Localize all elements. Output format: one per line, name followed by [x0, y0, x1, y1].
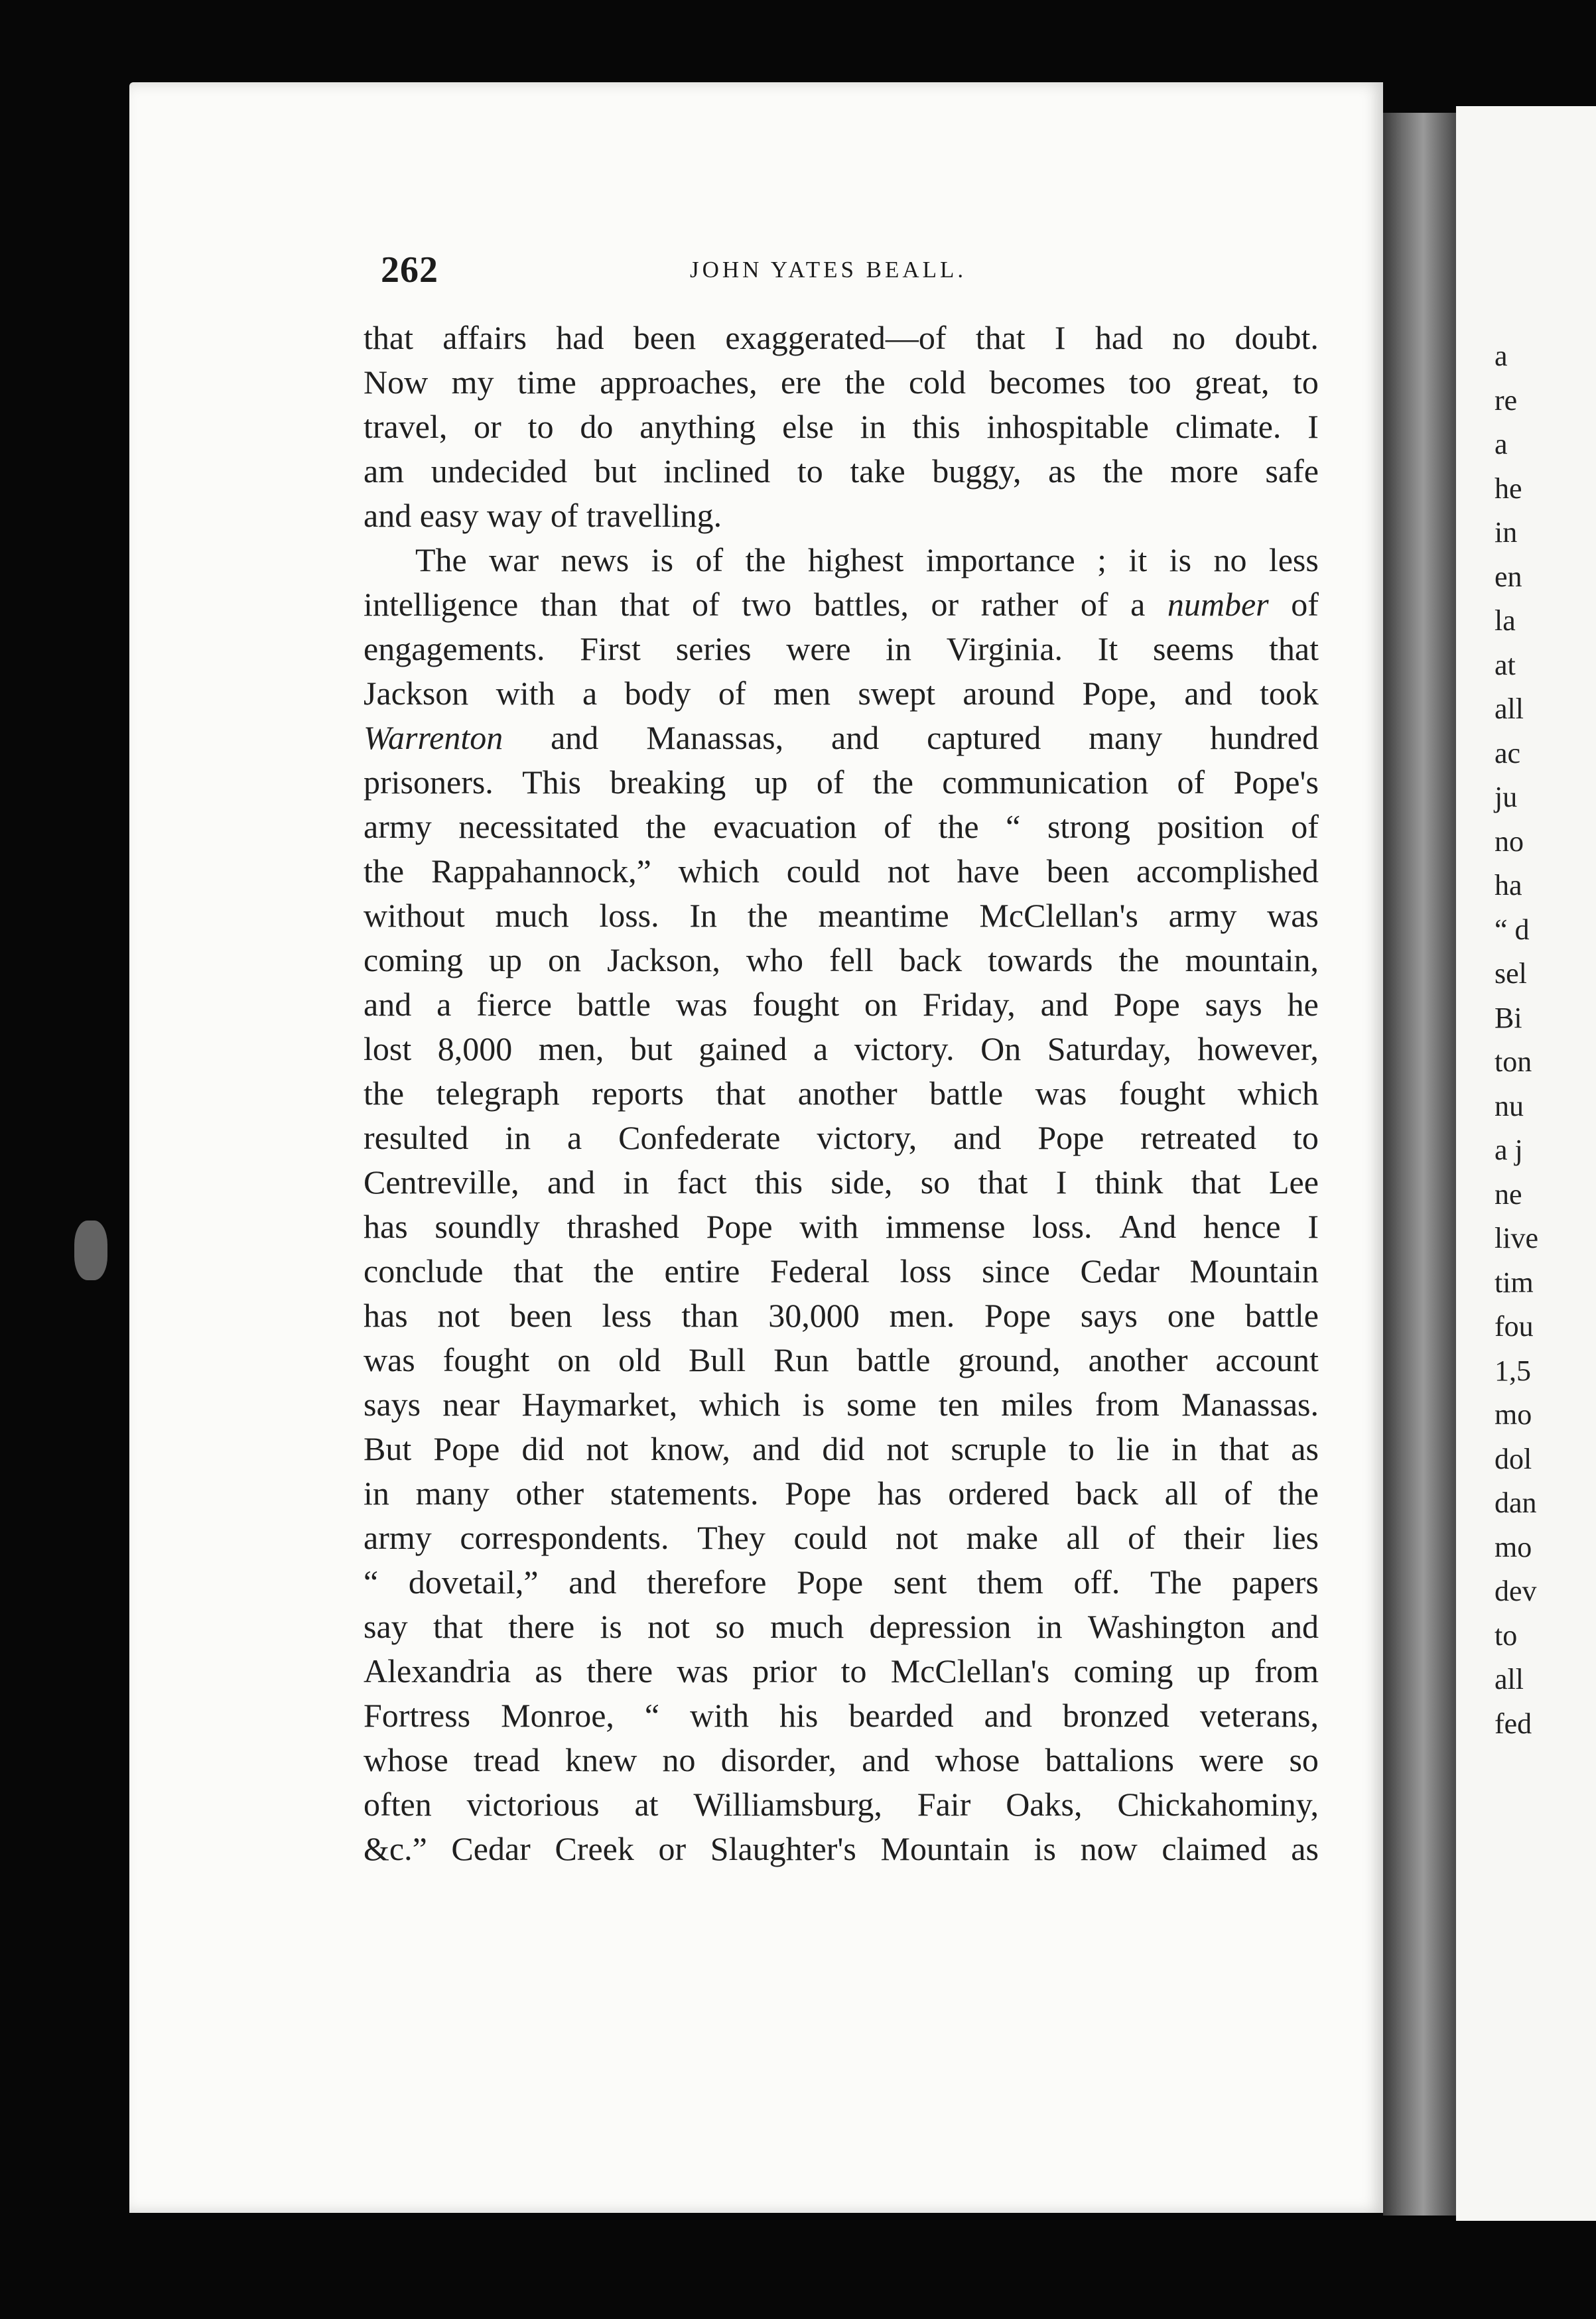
- right-page-fragment: all: [1495, 693, 1524, 725]
- right-page-fragment: mo: [1495, 1530, 1532, 1563]
- right-page-fragment: live: [1495, 1222, 1538, 1254]
- right-page-fragment: nu: [1495, 1089, 1524, 1122]
- text-line: in many other statements. Pope has ordered back all of the: [364, 1475, 1319, 1512]
- book-page-right: [1456, 106, 1596, 2221]
- right-page-fragment: ton: [1495, 1045, 1532, 1078]
- text-line: and easy way of travelling.: [364, 497, 722, 534]
- text-line: resulted in a Confederate victory, and Pope retreated to: [364, 1119, 1319, 1156]
- text-line: conclude that the entire Federal loss since Cedar Mountain: [364, 1252, 1319, 1290]
- right-page-fragment: a: [1495, 428, 1508, 460]
- right-page-fragment: a j: [1495, 1134, 1523, 1166]
- text-line: &c.” Cedar Creek or Slaughter's Mountain is now claimed as: [364, 1830, 1319, 1867]
- right-page-fragment: all: [1495, 1663, 1524, 1695]
- text-line: whose tread knew no disorder, and whose battalions were so: [364, 1741, 1319, 1778]
- text-line: Now my time approaches, ere the cold becomes too great, to: [364, 364, 1319, 401]
- right-page-fragment: mo: [1495, 1398, 1532, 1431]
- text-line: has not been less than 30,000 men. Pope says one battle: [364, 1297, 1319, 1334]
- text-line: say that there is not so much depression in Washington and: [364, 1608, 1319, 1645]
- text-line: prisoners. This breaking up of the communication of Pope's: [364, 763, 1319, 801]
- right-page-fragment: en: [1495, 560, 1522, 593]
- running-head: JOHN YATES BEALL.: [690, 257, 967, 283]
- body-text: [364, 316, 1319, 1871]
- right-page-fragment: dan: [1495, 1487, 1537, 1519]
- text-line: Centreville, and in fact this side, so that I think that Lee: [364, 1163, 1319, 1201]
- text-line: Jackson with a body of men swept around Pope, and took: [364, 675, 1319, 712]
- right-page-fragment: 1,5: [1495, 1354, 1531, 1387]
- text-line: and a fierce battle was fought on Friday, and Pope says he: [364, 986, 1319, 1023]
- text-line: has soundly thrashed Pope with immense loss. And hence I: [364, 1208, 1319, 1245]
- right-page-fragment: a: [1495, 340, 1508, 372]
- right-page-fragment: dev: [1495, 1575, 1537, 1607]
- right-page-fragment: Bi: [1495, 1001, 1522, 1034]
- right-page-fragment: tim: [1495, 1266, 1534, 1299]
- right-page-fragment: re: [1495, 383, 1518, 417]
- right-page-fragment: ju: [1495, 781, 1518, 813]
- right-page-fragment: he: [1495, 472, 1522, 505]
- right-page-fragment: sel: [1495, 957, 1527, 990]
- right-page-fragment: fed: [1495, 1707, 1532, 1740]
- right-page-fragment: in: [1495, 516, 1518, 549]
- text-line: that affairs had been exaggerated—of that I had no doubt.: [364, 319, 1319, 356]
- text-line: travel, or to do anything else in this inhospitable climate. I: [364, 408, 1319, 445]
- right-page-fragment: fou: [1495, 1310, 1534, 1343]
- text-line: the telegraph reports that another battle was fought which: [364, 1075, 1319, 1112]
- right-page-fragment: no: [1495, 825, 1524, 858]
- right-page-fragment: at: [1495, 648, 1516, 681]
- text-line: the Rappahannock,” which could not have been accomplished: [364, 852, 1319, 890]
- page-number: 262: [381, 249, 438, 291]
- text-line: was fought on old Bull Run battle ground, another account: [364, 1341, 1319, 1378]
- right-page-fragment: to: [1495, 1619, 1518, 1652]
- text-line: army correspondents. They could not make all of their lies: [364, 1519, 1319, 1556]
- text-line: The war news is of the highest importance ; it is no less: [415, 541, 1319, 578]
- text-line: But Pope did not know, and did not scruple to lie in that as: [364, 1430, 1319, 1467]
- text-line: often victorious at Williamsburg, Fair Oaks, Chickahominy,: [364, 1786, 1319, 1823]
- book-gutter: [1383, 113, 1456, 2216]
- right-page-fragment: ac: [1495, 736, 1521, 769]
- page-edge-blemish: [74, 1221, 107, 1280]
- right-page-fragment: “ d: [1495, 913, 1530, 946]
- text-line: intelligence than that of two battles, or rather of a number of: [364, 586, 1319, 623]
- text-line: says near Haymarket, which is some ten miles from Manassas.: [364, 1386, 1319, 1423]
- text-line: Warrenton and Manassas, and captured many hundred: [364, 719, 1319, 756]
- text-line: Fortress Monroe, “ with his bearded and bronzed veterans,: [364, 1697, 1319, 1734]
- right-page-fragment: ne: [1495, 1177, 1522, 1211]
- text-line: lost 8,000 men, but gained a victory. On Saturday, however,: [364, 1030, 1319, 1067]
- text-line: “ dovetail,” and therefore Pope sent them off. The papers: [364, 1563, 1319, 1601]
- text-line: am undecided but inclined to take buggy, as the more safe: [364, 452, 1319, 490]
- text-line: coming up on Jackson, who fell back towards the mountain,: [364, 941, 1319, 978]
- right-page-fragment: ha: [1495, 869, 1522, 901]
- text-line: army necessitated the evacuation of the “ strong position of: [364, 808, 1319, 845]
- text-line: Alexandria as there was prior to McClellan's coming up from: [364, 1652, 1319, 1690]
- right-page-fragment: la: [1495, 604, 1516, 637]
- right-page-text-fragments: [1495, 334, 1538, 1746]
- text-line: without much loss. In the meantime McClellan's army was: [364, 897, 1319, 934]
- right-page-fragment: dol: [1495, 1442, 1532, 1475]
- text-line: engagements. First series were in Virginia. It seems that: [364, 630, 1319, 667]
